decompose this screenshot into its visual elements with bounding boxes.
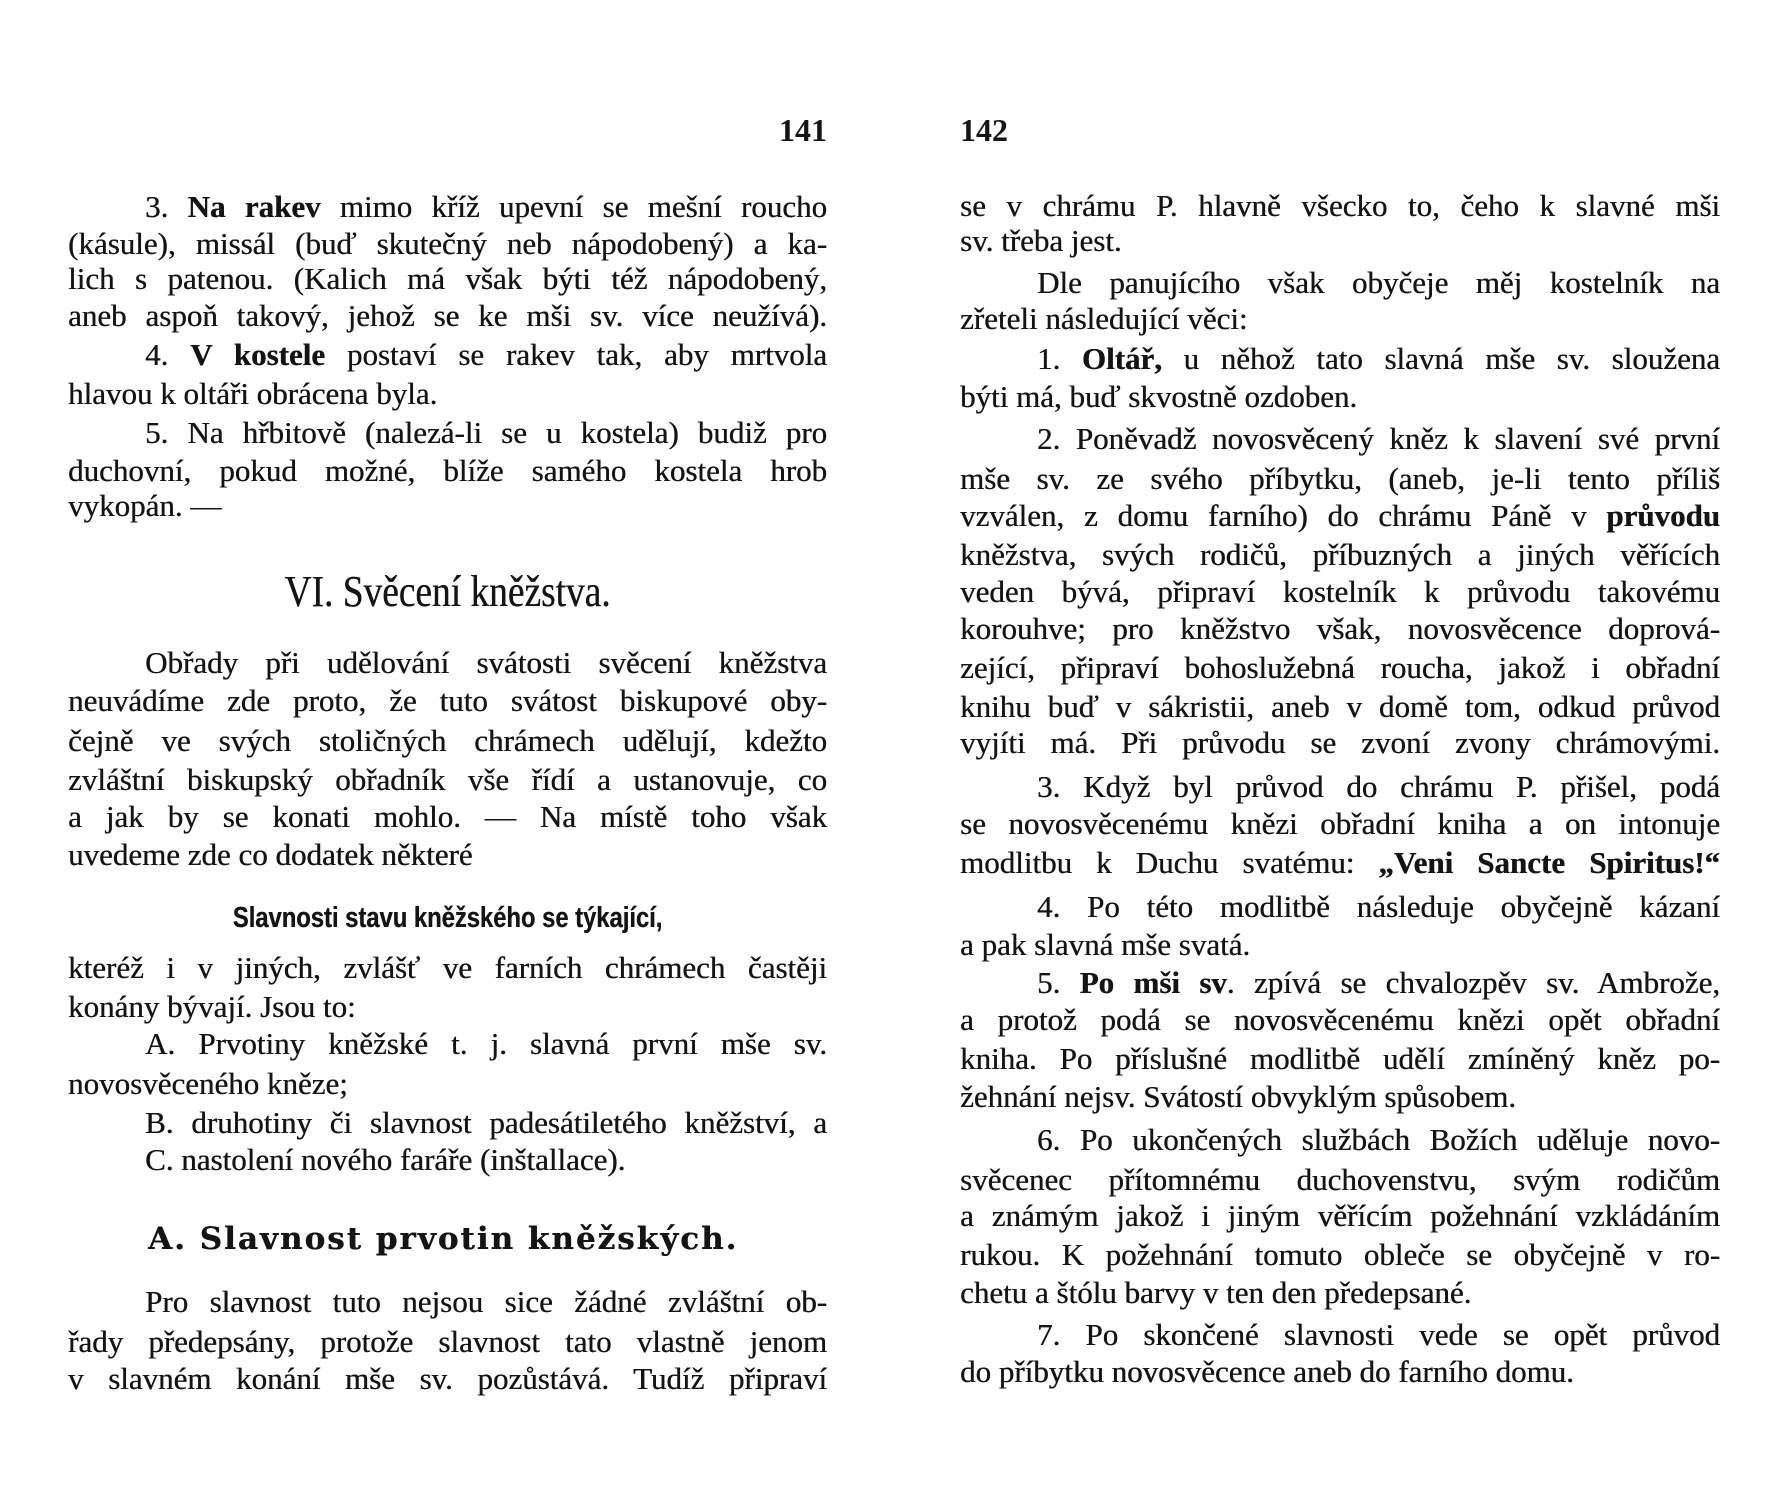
text-segment: a protož podá se novosvěcenému knězi opět obřadní bbox=[960, 1002, 1720, 1037]
text-line bbox=[960, 1197, 1720, 1235]
right-page bbox=[960, 0, 1720, 1500]
text-segment: vzválen, z domu farního) do chrámu Páně v bbox=[960, 498, 1607, 533]
text-segment: a pak slavná mše svatá. bbox=[960, 927, 1251, 962]
text-segment: u něhož tato slavná mše sv. sloužena bbox=[1161, 341, 1721, 376]
text-line bbox=[960, 536, 1720, 574]
text-segment: 2. Poněvadž novosvěcený kněz k slavení své první bbox=[1037, 421, 1720, 456]
text-segment: rukou. K požehnání tomuto obleče se obyčejně v ro- bbox=[960, 1237, 1720, 1272]
text-segment: 7. Po skončené slavnosti vede se opět průvod bbox=[1037, 1317, 1720, 1352]
text-segment: žehnání nejsv. Svátostí obvyklým spůsobem. bbox=[960, 1079, 1516, 1114]
text-line bbox=[960, 688, 1720, 726]
page-number: 142 bbox=[960, 112, 1008, 148]
text-segment: mimo kříž upevní se mešní roucho bbox=[320, 189, 827, 224]
text-segment: postaví se rakev tak, aby mrtvola bbox=[325, 337, 827, 372]
text-line bbox=[960, 1236, 1720, 1274]
text-line bbox=[68, 188, 827, 226]
text-line bbox=[68, 798, 827, 836]
text-line bbox=[960, 300, 1720, 338]
text-segment: lich s patenou. (Kalich má však býti též nápodobený, bbox=[68, 261, 827, 296]
text-segment: hlavou k oltáři obrácena byla. bbox=[68, 376, 438, 411]
emphasis-text: Oltář, bbox=[1081, 341, 1162, 376]
text-line bbox=[68, 297, 827, 335]
text-segment: C. nastolení nového faráře (inštallace). bbox=[145, 1142, 626, 1177]
text-segment: uvedeme zde co dodatek některé bbox=[68, 837, 473, 872]
emphasis-text: Po mši sv bbox=[1079, 965, 1227, 1000]
text-segment: Pro slavnost tuto nejsou sice žádné zvláštní ob- bbox=[145, 1284, 827, 1319]
text-segment: v slavném konání mše sv. pozůstává. Tudíž připraví bbox=[68, 1361, 827, 1396]
text-line bbox=[68, 949, 827, 987]
text-segment: veden bývá, připraví kostelník k průvodu takovému bbox=[960, 574, 1720, 609]
emphasis-text: průvodu bbox=[1606, 498, 1720, 533]
text-segment: Slavnosti stavu kněžského se týkající, bbox=[232, 902, 663, 934]
text-line bbox=[960, 340, 1720, 378]
text-segment: chetu a štólu barvy v ten den předepsané. bbox=[960, 1275, 1472, 1310]
text-segment: 4. Po této modlitbě následuje obyčejně kázaní bbox=[1037, 889, 1720, 924]
text-line bbox=[68, 1065, 827, 1103]
text-line bbox=[960, 926, 1720, 964]
text-line bbox=[960, 888, 1720, 926]
text-line bbox=[68, 682, 827, 720]
text-line bbox=[68, 1360, 827, 1398]
text-segment: zřeteli následující věci: bbox=[960, 301, 1248, 336]
emphasis-text: Na rakev bbox=[187, 189, 321, 224]
text-line bbox=[960, 724, 1720, 762]
text-line bbox=[68, 1283, 827, 1321]
text-segment: vykopán. — bbox=[68, 488, 222, 523]
text-line bbox=[68, 1141, 827, 1179]
text-line bbox=[960, 1078, 1720, 1116]
text-line bbox=[960, 497, 1720, 535]
text-segment: a známým jakož i jiným věřícím požehnání vzkládáním bbox=[960, 1198, 1720, 1233]
emphasis-text: V kostele bbox=[190, 337, 325, 372]
text-line bbox=[960, 378, 1720, 416]
text-segment: 5. Na hřbitově (nalezá-li se u kostela) budiž pro bbox=[145, 415, 827, 450]
text-segment: A. Prvotiny kněžské t. j. slavná první mše sv. bbox=[145, 1026, 827, 1061]
text-line bbox=[960, 1274, 1720, 1312]
text-segment: kteréž i v jiných, zvlášť ve farních chrámech častěji bbox=[68, 950, 827, 985]
text-segment: korouhve; pro kněžstvo však, novosvěcence doprová- bbox=[960, 611, 1720, 646]
text-segment: Obřady při udělování svátosti svěcení kněžstva bbox=[145, 645, 827, 680]
text-line bbox=[68, 375, 827, 413]
text-segment: 3. bbox=[145, 189, 188, 224]
text-line bbox=[960, 1161, 1720, 1199]
text-segment: VI. Svěcení kněžstva. bbox=[284, 567, 611, 616]
text-segment: do příbytku novosvěcence aneb do farního domu. bbox=[960, 1354, 1574, 1389]
text-segment: aneb aspoň takový, jehož se ke mši sv. více neužívá). bbox=[68, 298, 827, 333]
heading bbox=[125, 566, 770, 618]
text-line bbox=[960, 768, 1720, 806]
text-line bbox=[960, 420, 1720, 458]
text-line bbox=[960, 649, 1720, 687]
text-line bbox=[68, 988, 827, 1026]
text-segment: se v chrámu P. hlavně všecko to, čeho k slavné mši bbox=[960, 188, 1720, 223]
text-line bbox=[68, 336, 827, 374]
text-line bbox=[960, 1001, 1720, 1039]
text-line bbox=[960, 964, 1720, 1002]
text-segment: kněžstva, svých rodičů, příbuzných a jiných věřících bbox=[960, 537, 1720, 572]
text-line bbox=[960, 610, 1720, 648]
text-segment: 1. bbox=[1037, 341, 1082, 376]
emphasis-text: „Veni Sancte Spiritus!“ bbox=[1378, 845, 1720, 880]
text-line bbox=[960, 1040, 1720, 1078]
text-segment: řady předepsány, protože slavnost tato vlastně jenom bbox=[68, 1324, 827, 1359]
text-segment: zvláštní biskupský obřadník vše řídí a ustanovuje, co bbox=[68, 762, 827, 797]
text-segment: neuvádíme zde proto, že tuto svátost biskupové oby- bbox=[68, 683, 827, 718]
text-segment: 5. bbox=[1037, 965, 1080, 1000]
text-segment: konány bývají. Jsou to: bbox=[68, 989, 356, 1024]
text-segment: svěcenec přítomnému duchovenstvu, svým rodičům bbox=[960, 1162, 1720, 1197]
text-segment: sv. třeba jest. bbox=[960, 223, 1122, 258]
text-line bbox=[68, 260, 827, 298]
text-segment: 3. Když byl průvod do chrámu P. přišel, podá bbox=[1037, 769, 1720, 804]
page-number: 141 bbox=[779, 112, 827, 148]
text-line bbox=[68, 1104, 827, 1142]
text-line bbox=[960, 805, 1720, 843]
text-line bbox=[68, 644, 827, 682]
left-page bbox=[68, 0, 827, 1500]
heading2 bbox=[68, 1220, 827, 1258]
text-segment: býti má, buď skvostně ozdoben. bbox=[960, 379, 1358, 414]
text-segment: B. druhotiny či slavnost padesátiletého kněžství, a bbox=[145, 1105, 827, 1140]
text-segment: vyjíti má. Při průvodu se zvoní zvony chrámovými. bbox=[960, 725, 1720, 760]
text-segment: . zpívá se chvalozpěv sv. Ambrože, bbox=[1226, 965, 1721, 1000]
text-segment: Dle panujícího však obyčeje měj kostelník na bbox=[1037, 265, 1720, 300]
text-line bbox=[68, 225, 827, 263]
text-line bbox=[68, 414, 827, 452]
text-line bbox=[68, 836, 827, 874]
text-line bbox=[68, 1323, 827, 1361]
text-segment: mše sv. ze svého příbytku, (aneb, je-li tento příliš bbox=[960, 461, 1720, 496]
text-line bbox=[68, 722, 827, 760]
text-segment: modlitbu k Duchu svatému: bbox=[960, 845, 1379, 880]
text-line bbox=[960, 1316, 1720, 1354]
text-line bbox=[960, 844, 1720, 882]
text-segment: duchovní, pokud možné, blíže samého kostela hrob bbox=[68, 453, 827, 488]
text-segment: 4. bbox=[145, 337, 191, 372]
subheading bbox=[136, 899, 758, 937]
text-segment: novosvěceného kněze; bbox=[68, 1066, 348, 1101]
text-line bbox=[68, 761, 827, 799]
text-segment: 6. Po ukončených službách Božích uděluje novo- bbox=[1037, 1122, 1720, 1157]
text-line bbox=[960, 264, 1720, 302]
text-line bbox=[960, 222, 1720, 260]
text-segment: a jak by se konati mohlo. — Na místě toho však bbox=[68, 799, 827, 834]
text-segment: se novosvěcenému knězi obřadní kniha a on intonuje bbox=[960, 806, 1720, 841]
text-line bbox=[68, 1025, 827, 1063]
text-line bbox=[960, 1353, 1720, 1391]
text-segment: (kásule), missál (buď skutečný neb nápodobený) a ka- bbox=[68, 226, 827, 261]
text-segment: kniha. Po příslušné modlitbě udělí zmíněný kněz po- bbox=[960, 1041, 1720, 1076]
text-line bbox=[68, 452, 827, 490]
text-segment: A. Slavnost prvotin kněžských. bbox=[148, 1221, 739, 1257]
text-segment: knihu buď v sákristii, aneb v domě tom, odkud průvod bbox=[960, 689, 1720, 724]
text-segment: zející, připraví bohoslužebná roucha, jakož i obřadní bbox=[960, 650, 1720, 685]
text-segment: čejně ve svých stoličných chrámech udělují, kdežto bbox=[68, 723, 827, 758]
text-line bbox=[960, 460, 1720, 498]
text-line bbox=[960, 573, 1720, 611]
text-line bbox=[68, 487, 827, 525]
text-line bbox=[960, 1121, 1720, 1159]
text-line bbox=[960, 187, 1720, 225]
